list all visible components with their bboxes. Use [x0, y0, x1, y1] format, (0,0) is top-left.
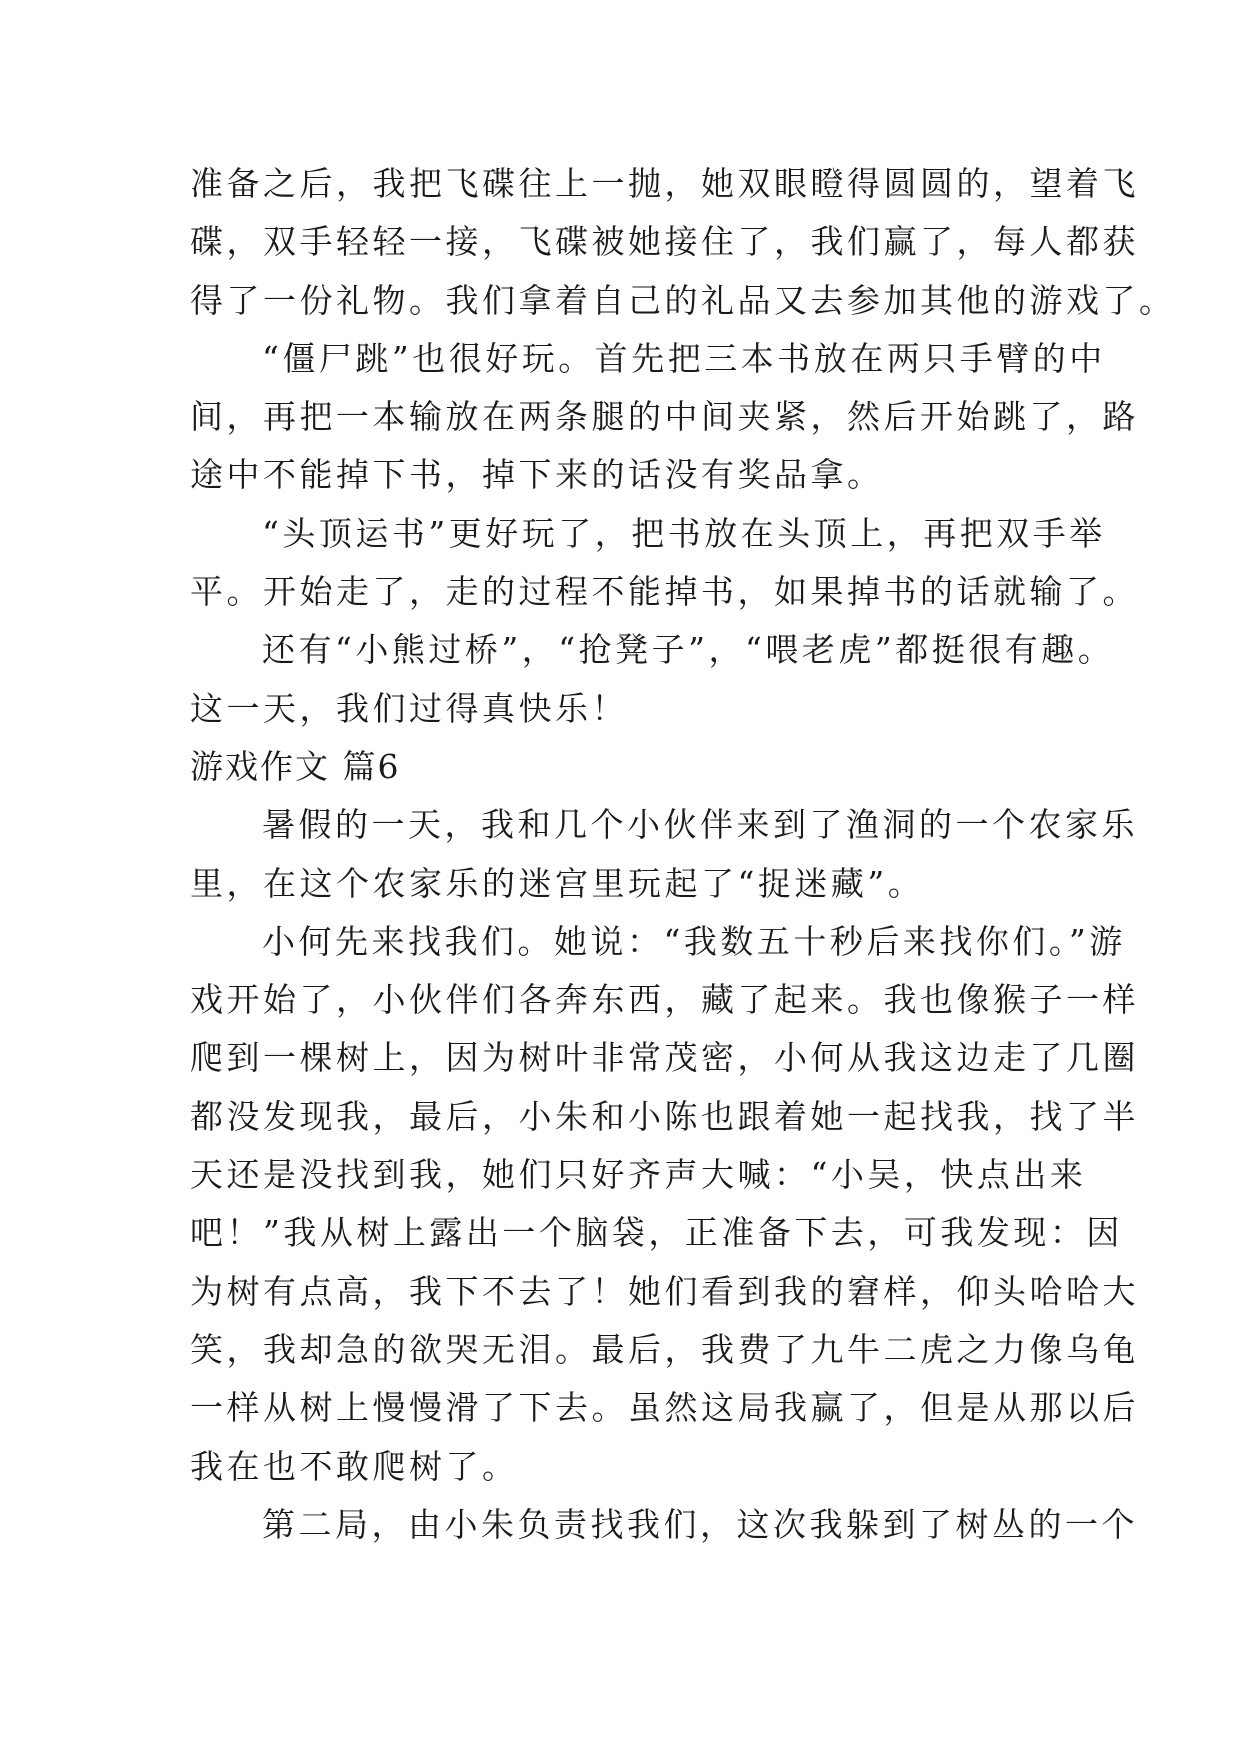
text-line: 我在也不敢爬树了。 [190, 1446, 519, 1486]
text-line: 笑，我却急的欲哭无泪。最后，我费了九牛二虎之力像乌龟 [190, 1329, 1139, 1369]
paragraph-first-line: 小何先来找我们。她说：“我数五十秒后来找你们。”游 [262, 921, 1126, 961]
text-line: 吧！”我从树上露出一个脑袋，正准备下去，可我发现：因 [190, 1213, 1123, 1253]
text-line: 戏开始了，小伙伴们各奔东西，藏了起来。我也像猴子一样 [190, 980, 1139, 1020]
section-heading: 游戏作文 篇6 [190, 746, 401, 786]
paragraph-first-line: 暑假的一天，我和几个小伙伴来到了渔洞的一个农家乐 [262, 805, 1138, 845]
text-line: 得了一份礼物。我们拿着自己的礼品又去参加其他的游戏了。 [190, 280, 1176, 320]
text-line: 里，在这个农家乐的迷宫里玩起了“捉迷藏”。 [190, 863, 925, 903]
text-line: 一样从树上慢慢滑了下去。虽然这局我赢了，但是从那以后 [190, 1388, 1139, 1428]
text-line: 为树有点高，我下不去了！她们看到我的窘样，仰头哈哈大 [190, 1271, 1139, 1311]
text-line: 爬到一棵树上，因为树叶非常茂密，小何从我这边走了几圈 [190, 1038, 1139, 1078]
text-line: 间，再把一本输放在两条腿的中间夹紧，然后开始跳了，路 [190, 397, 1139, 437]
text-line: 天还是没找到我，她们只好齐声大喊：“小吴，快点出来 [190, 1155, 1087, 1195]
text-line: 平。开始走了，走的过程不能掉书，如果掉书的话就输了。 [190, 572, 1139, 612]
document-body [190, 155, 1176, 1554]
paragraph-first-line: “头顶运书”更好玩了，把书放在头顶上，再把双手举 [262, 513, 1106, 553]
paragraph-first-line: 还有“小熊过桥”，“抢凳子”，“喂老虎”都挺很有趣。 [262, 630, 1115, 670]
paragraph-first-line: “僵尸跳”也很好玩。首先把三本书放在两只手臂的中 [262, 338, 1106, 378]
text-line: 碟，双手轻轻一接，飞碟被她接住了，我们赢了，每人都获 [190, 222, 1139, 262]
text-line: 都没发现我，最后，小朱和小陈也跟着她一起找我，找了半 [190, 1096, 1139, 1136]
text-line: 这一天，我们过得真快乐！ [190, 688, 628, 728]
text-line: 准备之后，我把飞碟往上一抛，她双眼瞪得圆圆的，望着飞 [190, 164, 1139, 203]
text-line: 途中不能掉下书，掉下来的话没有奖品拿。 [190, 455, 884, 495]
paragraph-first-line: 第二局，由小朱负责找我们，这次我躲到了树丛的一个 [262, 1504, 1138, 1544]
